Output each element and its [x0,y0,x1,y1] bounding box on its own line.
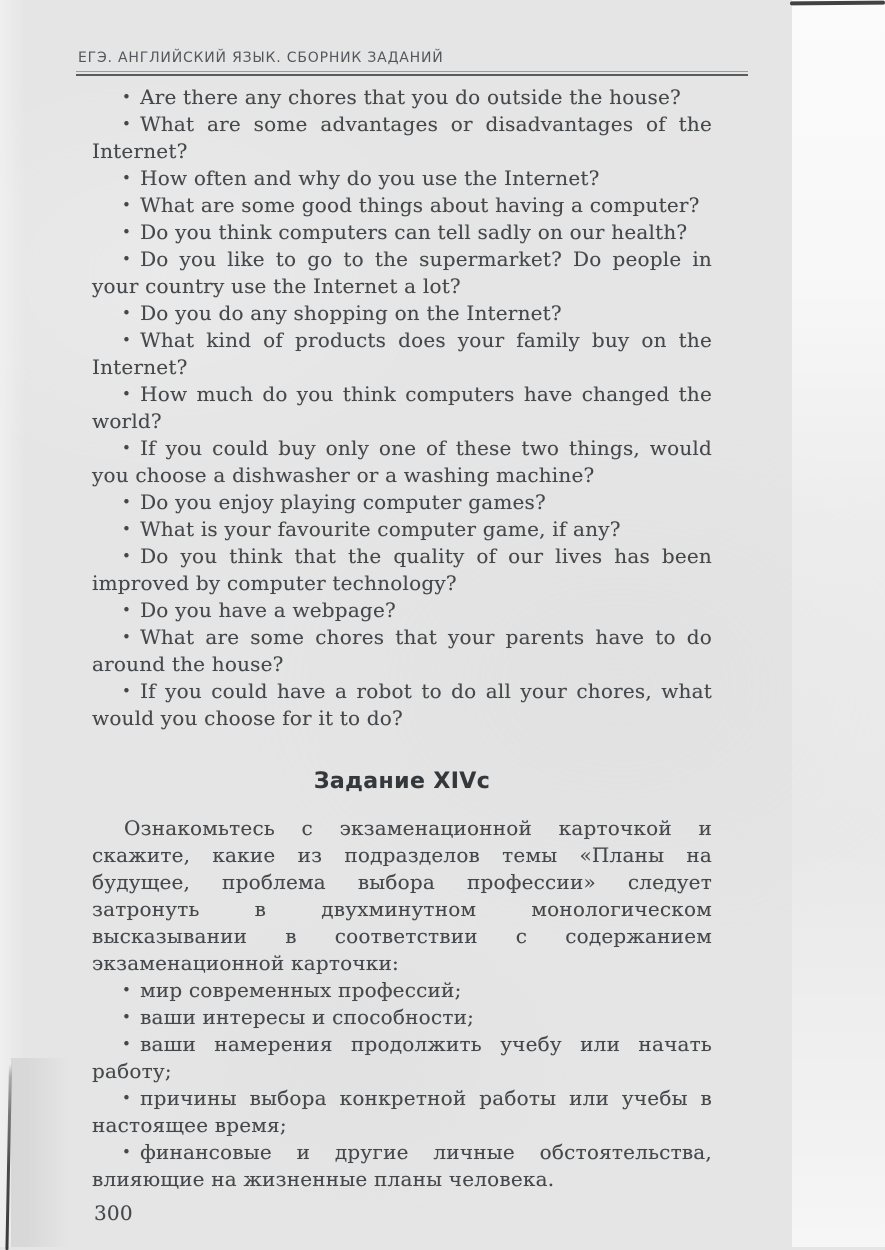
page-content [92,84,712,1227]
bullet-icon: • [122,439,132,457]
question-list-item [92,543,712,597]
question-list-item [92,327,712,381]
topic-text: ваши намерения продолжить учебу или начать работу; [92,1032,712,1083]
question-text: Do you enjoy playing computer games? [140,490,546,514]
bullet-icon: • [122,1143,132,1161]
question-text: Do you like to go to the supermarket? Do people in your country use the Internet a lot? [92,247,712,298]
bullet-icon: • [122,1035,132,1053]
bullet-icon: • [122,1089,132,1107]
running-header [76,50,748,76]
bullet-icon: • [122,682,132,700]
question-list-item [92,165,712,192]
question-list [92,84,712,732]
bullet-icon: • [122,628,132,646]
running-header-title: ЕГЭ. АНГЛИЙСКИЙ ЯЗЫК. СБОРНИК ЗАДАНИЙ [78,50,444,66]
question-text: What is your favourite computer game, if any? [140,517,621,541]
question-text: If you could buy only one of these two things, would you choose a dishwasher or a washing machine? [92,436,712,487]
question-text: Are there any chores that you do outside the house? [140,85,681,109]
topic-list-item [92,1004,712,1031]
page-number: 300 [94,1201,133,1225]
bullet-icon: • [122,196,132,214]
bullet-icon: • [122,88,132,106]
question-list-item [92,111,712,165]
question-text: Do you do any shopping on the Internet? [140,301,562,325]
topic-text: мир современных профессий; [140,978,462,1002]
question-text: How much do you think computers have changed the world? [92,382,712,433]
book-spine-shadow [11,1058,69,1247]
bullet-icon: • [122,1008,132,1026]
bullet-icon: • [122,115,132,133]
question-list-item [92,84,712,111]
bullet-icon: • [122,169,132,187]
bullet-icon: • [122,385,132,403]
question-list-item [92,597,712,624]
topic-text: ваши интересы и способности; [140,1005,475,1029]
question-text: What are some chores that your parents have to do around the house? [92,625,712,676]
bullet-icon: • [122,520,132,538]
question-list-item [92,219,712,246]
bullet-icon: • [122,250,132,268]
task-intro-paragraph: Ознакомьтесь с экзаменационной карточкой и скажите, какие из подразделов темы «Планы на будущее, проблема выбора профессии» следует затронуть в двухминутном монологическом высказывании в соответствии с содержанием экзаменационной карточки: [92,816,712,975]
question-list-item [92,192,712,219]
topic-list-item [92,1139,712,1193]
bullet-icon: • [122,493,132,511]
question-list-item [92,300,712,327]
question-list-item [92,678,712,732]
topic-text: причины выбора конкретной работы или учебы в настоящее время; [92,1086,712,1137]
question-text: What kind of products does your family buy on the Internet? [92,328,712,379]
question-list-item [92,246,712,300]
question-text: How often and why do you use the Internet? [140,166,600,190]
bullet-icon: • [122,601,132,619]
question-list-item [92,624,712,678]
topic-list-item [92,977,712,1004]
question-list-item [92,435,712,489]
question-list-item [92,381,712,435]
section-heading: Задание XIVc [313,769,491,794]
topic-text: финансовые и другие личные обстоятельства, влияющие на жизненные планы человека. [92,1140,712,1191]
question-text: What are some advantages or disadvantages of the Internet? [92,112,712,163]
question-text: If you could have a robot to do all your chores, what would you choose for it to do? [92,679,712,730]
running-header-rule [76,71,748,76]
bullet-icon: • [122,223,132,241]
topic-list [92,977,712,1193]
topic-list-item [92,1085,712,1139]
question-text: Do you have a webpage? [140,598,396,622]
scan-border-line [790,1,885,6]
bullet-icon: • [122,981,132,999]
question-list-item [92,516,712,543]
topic-list-item [92,1031,712,1085]
bullet-icon: • [122,547,132,565]
question-text: Do you think computers can tell sadly on our health? [140,220,688,244]
question-text: Do you think that the quality of our lives has been improved by computer technology? [92,544,712,595]
bullet-icon: • [122,304,132,322]
question-text: What are some good things about having a computer? [140,193,700,217]
bullet-icon: • [122,331,132,349]
page-right-edge-highlight [792,0,885,1247]
question-list-item [92,489,712,516]
